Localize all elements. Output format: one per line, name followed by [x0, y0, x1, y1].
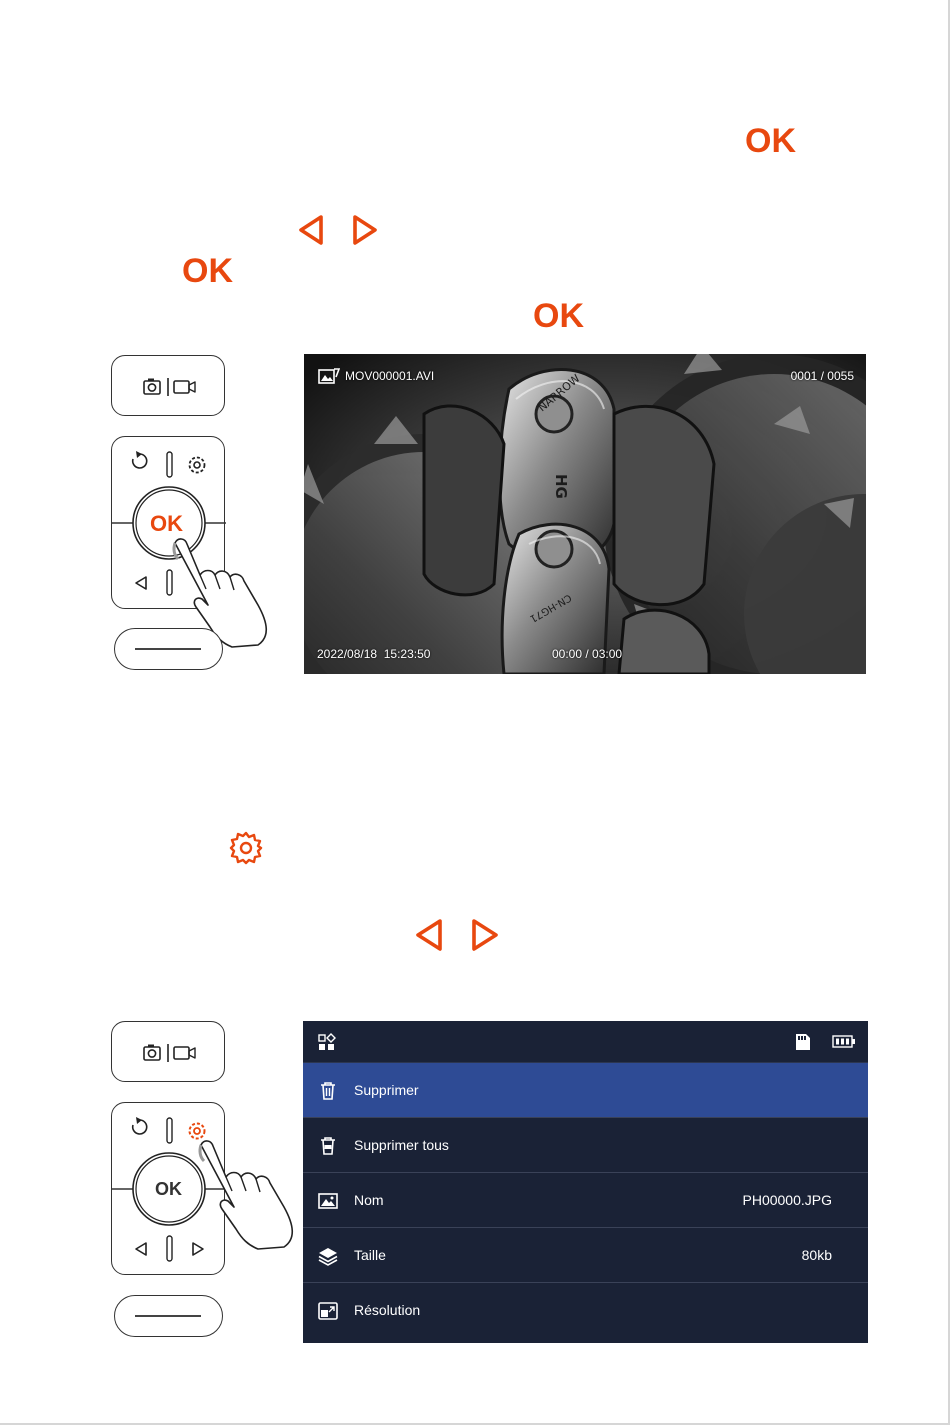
timestamp-label: 2022/08/18 15:23:50 — [317, 647, 431, 661]
file-name-label: MOV000001.AVI — [345, 369, 435, 383]
left-arrow-icon — [301, 217, 321, 243]
menu-item-label: Supprimer — [354, 1082, 419, 1098]
resolution-icon — [317, 1300, 339, 1322]
file-counter: 0001 / 0055 — [790, 369, 854, 383]
left-right-arrows-icon — [298, 214, 384, 246]
settings-gear-icon — [228, 830, 264, 866]
chain-engraving-narrow: NARROW — [535, 371, 583, 415]
menu-item-resolution[interactable] — [303, 1283, 868, 1338]
menu-item-delete[interactable] — [303, 1063, 868, 1118]
back-icon — [133, 1120, 147, 1134]
menu-grid-icon — [318, 1033, 338, 1053]
ok-button-label-2: OK — [155, 1179, 182, 1199]
right-arrow-icon — [355, 217, 375, 243]
left-button-icon — [136, 1243, 146, 1255]
sd-card-icon — [794, 1033, 812, 1051]
pointing-hand-icon-2 — [196, 1137, 304, 1252]
menu-item-value: 80kb — [801, 1247, 832, 1263]
menu-status-bar — [303, 1021, 868, 1063]
back-icon — [133, 454, 147, 468]
chain-engraving-hg: HG — [552, 474, 570, 499]
menu-item-delete-all[interactable] — [303, 1118, 868, 1173]
menu-item-size[interactable] — [303, 1228, 868, 1283]
ok-text-3: OK — [533, 297, 584, 335]
trash-icon — [317, 1080, 339, 1102]
mode-button-panel-2 — [111, 1021, 225, 1082]
mode-button-panel — [111, 355, 225, 416]
ok-text-1: OK — [745, 122, 796, 160]
shutter-bar-button-2 — [114, 1295, 223, 1337]
ok-text-2: OK — [182, 252, 233, 290]
photo-video-mode-icon — [142, 1042, 198, 1064]
photo-video-mode-icon — [142, 376, 198, 398]
settings-gear-icon — [190, 458, 205, 473]
shutter-bar-button — [114, 628, 223, 670]
battery-icon — [832, 1035, 856, 1049]
menu-item-label: Résolution — [354, 1302, 421, 1318]
right-arrow-icon — [474, 921, 496, 949]
menu-item-label: Taille — [354, 1247, 386, 1263]
file-menu-screen — [303, 1021, 868, 1343]
menu-item-label: Supprimer tous — [354, 1137, 449, 1153]
menu-item-label: Nom — [354, 1192, 384, 1208]
total-duration: 03:00 — [592, 647, 623, 661]
left-arrow-icon — [418, 921, 440, 949]
trash-all-icon — [317, 1135, 339, 1157]
elapsed-time: 00:00 — [552, 647, 583, 661]
chain-engraving-model: CN-HG71 — [527, 591, 573, 624]
ok-button-label: OK — [150, 511, 183, 536]
media-file-icon — [318, 367, 340, 385]
playback-time: 00:00 / 03:00 — [552, 647, 623, 661]
bike-chain-photo — [304, 354, 866, 674]
menu-item-name[interactable] — [303, 1173, 868, 1228]
left-button-icon — [136, 577, 146, 589]
menu-item-value: PH00000.JPG — [742, 1192, 832, 1208]
image-icon — [317, 1190, 339, 1212]
left-right-arrows-icon-2 — [413, 918, 503, 952]
layers-icon — [317, 1245, 339, 1267]
playback-screen — [304, 354, 866, 674]
